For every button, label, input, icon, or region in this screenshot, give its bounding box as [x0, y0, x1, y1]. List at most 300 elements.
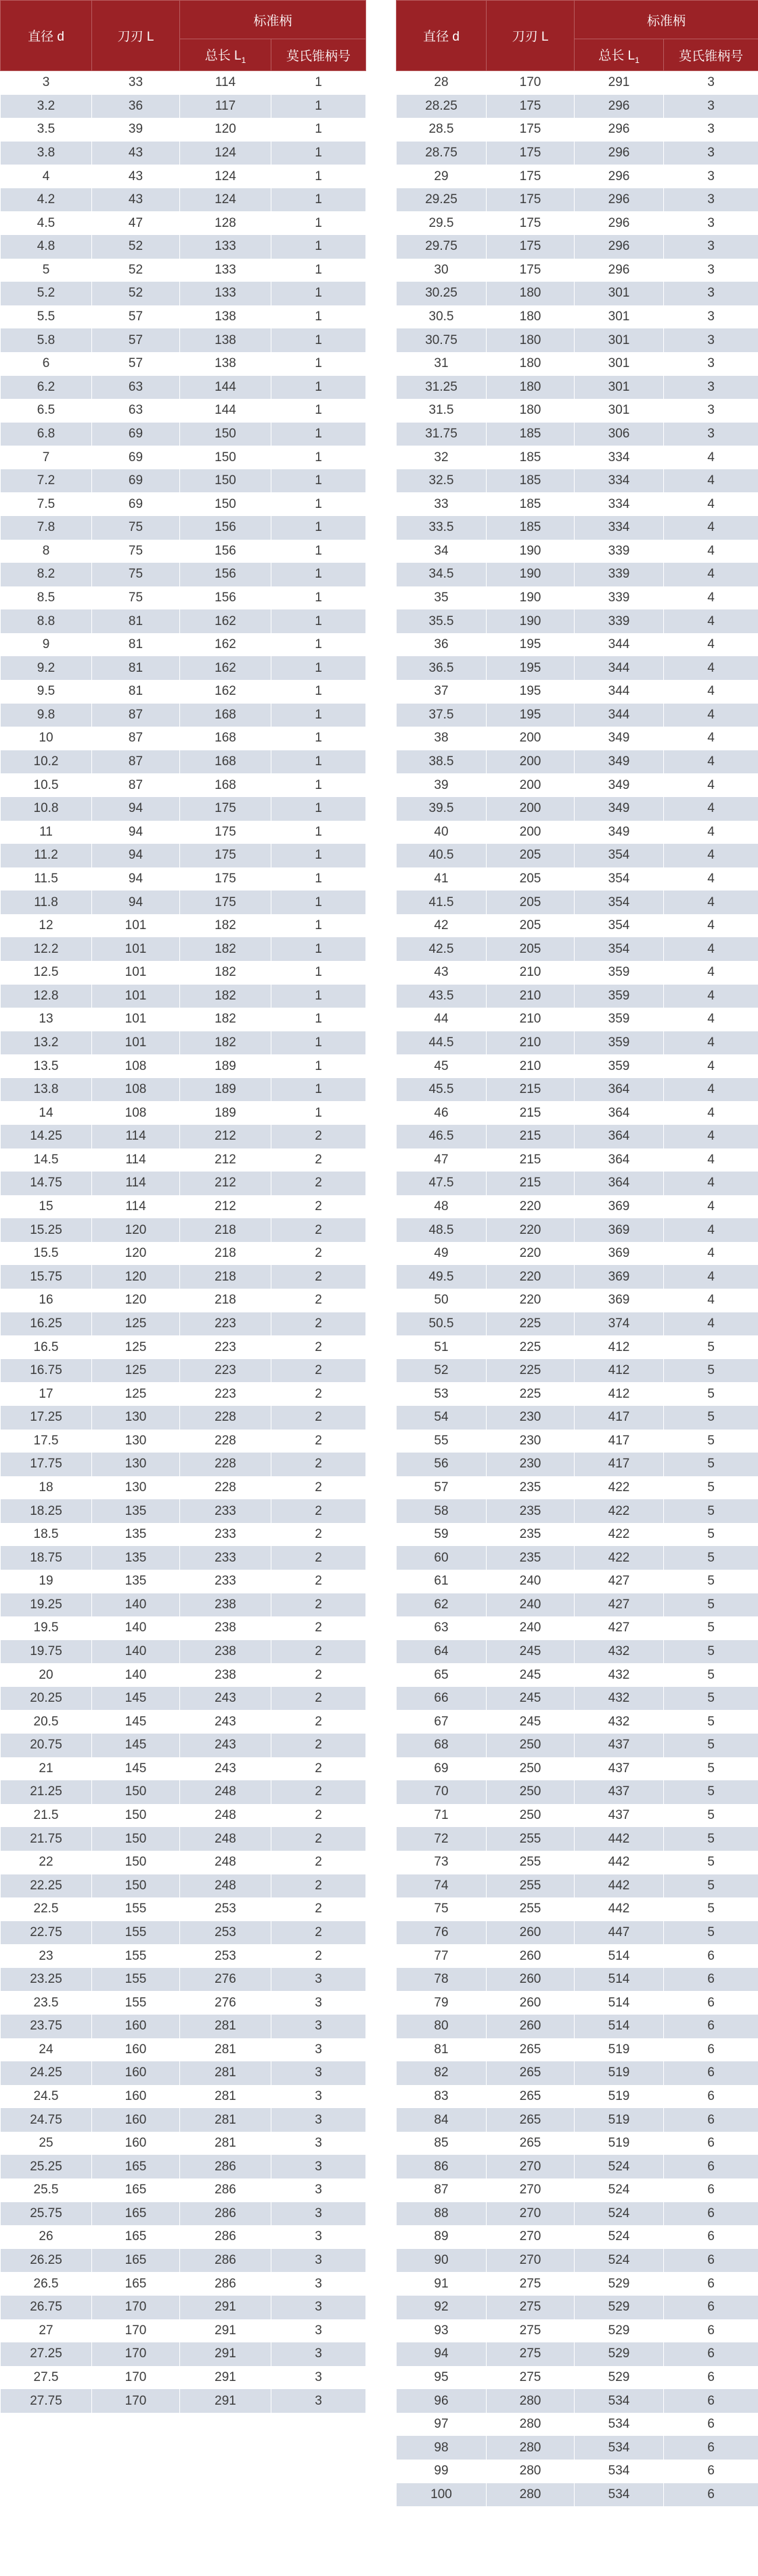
- cell-total-length: 189: [180, 1054, 271, 1078]
- cell-flute-length: 87: [92, 704, 180, 727]
- cell-morse-taper: 1: [271, 890, 366, 914]
- cell-total-length: 233: [180, 1499, 271, 1523]
- cell-diameter: 17.75: [1, 1453, 92, 1476]
- cell-diameter: 31.5: [397, 399, 487, 423]
- cell-flute-length: 235: [487, 1546, 575, 1570]
- cell-total-length: 238: [180, 1593, 271, 1617]
- cell-flute-length: 140: [92, 1640, 180, 1664]
- cell-morse-taper: 4: [664, 727, 758, 750]
- cell-morse-taper: 3: [664, 188, 758, 212]
- table-row: [1, 1031, 366, 1055]
- cell-morse-taper: 2: [271, 1523, 366, 1547]
- cell-flute-length: 170: [92, 2389, 180, 2413]
- cell-total-length: 354: [575, 937, 664, 961]
- cell-total-length: 162: [180, 680, 271, 704]
- cell-diameter: 85: [397, 2132, 487, 2155]
- cell-total-length: 524: [575, 2202, 664, 2226]
- table-row: [1, 2178, 366, 2202]
- cell-total-length: 364: [575, 1101, 664, 1125]
- cell-diameter: 31: [397, 352, 487, 376]
- cell-morse-taper: 1: [271, 469, 366, 493]
- table-row: [397, 188, 758, 212]
- cell-morse-taper: 1: [271, 914, 366, 938]
- cell-diameter: 86: [397, 2155, 487, 2178]
- total-length-subscript: 1: [635, 55, 640, 65]
- cell-total-length: 128: [180, 211, 271, 235]
- cell-flute-length: 114: [92, 1195, 180, 1219]
- cell-morse-taper: 2: [271, 1382, 366, 1406]
- cell-flute-length: 230: [487, 1430, 575, 1453]
- cell-total-length: 519: [575, 2108, 664, 2132]
- cell-total-length: 334: [575, 492, 664, 516]
- cell-flute-length: 205: [487, 937, 575, 961]
- cell-total-length: 281: [180, 2015, 271, 2038]
- cell-morse-taper: 3: [271, 2015, 366, 2038]
- cell-morse-taper: 1: [271, 71, 366, 95]
- cell-morse-taper: 6: [664, 2061, 758, 2085]
- cell-total-length: 162: [180, 609, 271, 633]
- cell-morse-taper: 1: [271, 211, 366, 235]
- cell-total-length: 432: [575, 1663, 664, 1687]
- cell-flute-length: 150: [92, 1851, 180, 1874]
- cell-flute-length: 145: [92, 1710, 180, 1734]
- cell-total-length: 369: [575, 1242, 664, 1266]
- table-row: [1, 282, 366, 305]
- cell-morse-taper: 5: [664, 1430, 758, 1453]
- cell-morse-taper: 1: [271, 750, 366, 774]
- cell-diameter: 39.5: [397, 797, 487, 821]
- cell-flute-length: 210: [487, 985, 575, 1008]
- cell-flute-length: 81: [92, 633, 180, 657]
- cell-diameter: 4.2: [1, 188, 92, 212]
- cell-flute-length: 270: [487, 2202, 575, 2226]
- cell-flute-length: 250: [487, 1734, 575, 1757]
- table-row: [397, 890, 758, 914]
- cell-diameter: 17.25: [1, 1406, 92, 1430]
- table-row: [1, 1499, 366, 1523]
- cell-morse-taper: 1: [271, 352, 366, 376]
- table-row: [1, 1078, 366, 1102]
- cell-morse-taper: 5: [664, 1499, 758, 1523]
- table-row: [1, 1054, 366, 1078]
- cell-total-length: 168: [180, 727, 271, 750]
- cell-total-length: 175: [180, 890, 271, 914]
- cell-morse-taper: 2: [271, 1335, 366, 1359]
- cell-flute-length: 130: [92, 1406, 180, 1430]
- cell-total-length: 223: [180, 1335, 271, 1359]
- cell-diameter: 53: [397, 1382, 487, 1406]
- table-row: [397, 1804, 758, 1828]
- cell-flute-length: 210: [487, 1008, 575, 1031]
- cell-total-length: 120: [180, 118, 271, 142]
- cell-diameter: 51: [397, 1335, 487, 1359]
- cell-diameter: 30.5: [397, 305, 487, 329]
- cell-total-length: 276: [180, 1991, 271, 2015]
- cell-diameter: 29: [397, 165, 487, 188]
- cell-total-length: 344: [575, 656, 664, 680]
- cell-total-length: 168: [180, 704, 271, 727]
- cell-morse-taper: 5: [664, 1640, 758, 1664]
- cell-total-length: 354: [575, 890, 664, 914]
- cell-total-length: 417: [575, 1430, 664, 1453]
- table-row: [1, 1359, 366, 1383]
- cell-flute-length: 108: [92, 1054, 180, 1078]
- cell-diameter: 70: [397, 1780, 487, 1804]
- cell-morse-taper: 3: [271, 2108, 366, 2132]
- cell-morse-taper: 3: [271, 2038, 366, 2062]
- table-row: [1, 1616, 366, 1640]
- cell-morse-taper: 5: [664, 1663, 758, 1687]
- cell-flute-length: 108: [92, 1078, 180, 1102]
- table-row: [397, 1734, 758, 1757]
- table-row: [1, 704, 366, 727]
- cell-morse-taper: 6: [664, 1991, 758, 2015]
- cell-morse-taper: 2: [271, 1289, 366, 1312]
- table-row: [1, 2249, 366, 2273]
- cell-diameter: 67: [397, 1710, 487, 1734]
- cell-total-length: 150: [180, 423, 271, 446]
- cell-diameter: 24: [1, 2038, 92, 2062]
- table-row: [397, 71, 758, 95]
- cell-total-length: 296: [575, 142, 664, 165]
- cell-morse-taper: 3: [271, 2366, 366, 2390]
- cell-total-length: 138: [180, 328, 271, 352]
- cell-diameter: 23.5: [1, 1991, 92, 2015]
- cell-morse-taper: 3: [271, 2342, 366, 2366]
- cell-morse-taper: 3: [664, 328, 758, 352]
- cell-diameter: 13.2: [1, 1031, 92, 1055]
- cell-diameter: 46: [397, 1101, 487, 1125]
- cell-diameter: 34: [397, 540, 487, 563]
- cell-diameter: 25.5: [1, 2178, 92, 2202]
- table-row: [1, 961, 366, 985]
- table-row: [1, 727, 366, 750]
- cell-diameter: 82: [397, 2061, 487, 2085]
- cell-total-length: 291: [180, 2296, 271, 2319]
- cell-flute-length: 275: [487, 2319, 575, 2343]
- cell-morse-taper: 3: [271, 2249, 366, 2273]
- cell-diameter: 28.75: [397, 142, 487, 165]
- cell-morse-taper: 2: [271, 1359, 366, 1383]
- cell-flute-length: 225: [487, 1335, 575, 1359]
- cell-morse-taper: 3: [664, 399, 758, 423]
- cell-flute-length: 47: [92, 211, 180, 235]
- cell-diameter: 9.8: [1, 704, 92, 727]
- cell-flute-length: 150: [92, 1874, 180, 1898]
- cell-diameter: 57: [397, 1476, 487, 1500]
- cell-morse-taper: 6: [664, 1944, 758, 1968]
- table-row: [397, 2038, 758, 2062]
- cell-flute-length: 225: [487, 1359, 575, 1383]
- cell-morse-taper: 6: [664, 2202, 758, 2226]
- cell-flute-length: 195: [487, 633, 575, 657]
- cell-diameter: 30.25: [397, 282, 487, 305]
- cell-total-length: 223: [180, 1312, 271, 1336]
- cell-morse-taper: 3: [664, 95, 758, 119]
- cell-morse-taper: 2: [271, 1218, 366, 1242]
- cell-total-length: 238: [180, 1616, 271, 1640]
- cell-total-length: 417: [575, 1453, 664, 1476]
- table-row: [397, 2178, 758, 2202]
- cell-diameter: 48.5: [397, 1218, 487, 1242]
- cell-diameter: 29.25: [397, 188, 487, 212]
- cell-flute-length: 200: [487, 727, 575, 750]
- table-row: [397, 1921, 758, 1945]
- cell-morse-taper: 2: [271, 1195, 366, 1219]
- table-row: [397, 423, 758, 446]
- cell-morse-taper: 5: [664, 1476, 758, 1500]
- cell-morse-taper: 4: [664, 1149, 758, 1172]
- cell-morse-taper: 4: [664, 704, 758, 727]
- cell-morse-taper: 6: [664, 2436, 758, 2460]
- table-row: [397, 1593, 758, 1617]
- cell-morse-taper: 5: [664, 1546, 758, 1570]
- cell-diameter: 87: [397, 2178, 487, 2202]
- cell-total-length: 296: [575, 95, 664, 119]
- cell-diameter: 16: [1, 1289, 92, 1312]
- cell-diameter: 96: [397, 2389, 487, 2413]
- cell-diameter: 5.5: [1, 305, 92, 329]
- table-row: [1, 2342, 366, 2366]
- cell-total-length: 189: [180, 1101, 271, 1125]
- table-row: [397, 1289, 758, 1312]
- cell-total-length: 233: [180, 1546, 271, 1570]
- table-row: [397, 797, 758, 821]
- cell-diameter: 4.5: [1, 211, 92, 235]
- cell-diameter: 24.75: [1, 2108, 92, 2132]
- cell-diameter: 92: [397, 2296, 487, 2319]
- cell-flute-length: 145: [92, 1757, 180, 1781]
- cell-total-length: 437: [575, 1757, 664, 1781]
- cell-total-length: 529: [575, 2272, 664, 2296]
- cell-morse-taper: 1: [271, 423, 366, 446]
- cell-diameter: 36.5: [397, 656, 487, 680]
- cell-total-length: 150: [180, 446, 271, 469]
- table-row: [397, 985, 758, 1008]
- cell-diameter: 20.5: [1, 1710, 92, 1734]
- table-row: [1, 1570, 366, 1593]
- table-row: [397, 1008, 758, 1031]
- cell-morse-taper: 2: [271, 1827, 366, 1851]
- cell-diameter: 56: [397, 1453, 487, 1476]
- cell-diameter: 20.75: [1, 1734, 92, 1757]
- cell-morse-taper: 4: [664, 1312, 758, 1336]
- cell-morse-taper: 5: [664, 1734, 758, 1757]
- cell-flute-length: 43: [92, 142, 180, 165]
- cell-total-length: 334: [575, 516, 664, 540]
- cell-morse-taper: 1: [271, 937, 366, 961]
- cell-total-length: 339: [575, 609, 664, 633]
- table-row: [397, 1780, 758, 1804]
- cell-total-length: 427: [575, 1593, 664, 1617]
- table-row: [397, 2413, 758, 2437]
- table-row: [397, 469, 758, 493]
- cell-flute-length: 200: [487, 750, 575, 774]
- cell-total-length: 437: [575, 1780, 664, 1804]
- cell-morse-taper: 1: [271, 727, 366, 750]
- table-row: [1, 1827, 366, 1851]
- cell-diameter: 15.75: [1, 1265, 92, 1289]
- cell-flute-length: 175: [487, 95, 575, 119]
- cell-flute-length: 180: [487, 328, 575, 352]
- cell-morse-taper: 5: [664, 1570, 758, 1593]
- cell-diameter: 26.25: [1, 2249, 92, 2273]
- cell-diameter: 44: [397, 1008, 487, 1031]
- table-row: [1, 328, 366, 352]
- table-row: [1, 633, 366, 657]
- cell-diameter: 23.25: [1, 1968, 92, 1992]
- cell-total-length: 233: [180, 1523, 271, 1547]
- table-row: [1, 797, 366, 821]
- cell-diameter: 27.25: [1, 2342, 92, 2366]
- cell-flute-length: 125: [92, 1312, 180, 1336]
- cell-diameter: 35: [397, 586, 487, 610]
- cell-morse-taper: 6: [664, 2366, 758, 2390]
- table-row: [1, 399, 366, 423]
- cell-total-length: 369: [575, 1265, 664, 1289]
- cell-diameter: 23: [1, 1944, 92, 1968]
- table-row: [1, 1312, 366, 1336]
- cell-diameter: 22.25: [1, 1874, 92, 1898]
- col-header-total-length: [575, 39, 664, 71]
- cell-morse-taper: 6: [664, 2272, 758, 2296]
- table-row: [397, 2085, 758, 2109]
- total-length-label: 总长 L: [204, 48, 242, 63]
- cell-morse-taper: 2: [271, 1921, 366, 1945]
- table-row: [1, 188, 366, 212]
- cell-total-length: 369: [575, 1218, 664, 1242]
- cell-morse-taper: 5: [664, 1523, 758, 1547]
- cell-flute-length: 69: [92, 492, 180, 516]
- cell-diameter: 33.5: [397, 516, 487, 540]
- cell-total-length: 286: [180, 2155, 271, 2178]
- cell-flute-length: 108: [92, 1101, 180, 1125]
- cell-flute-length: 130: [92, 1476, 180, 1500]
- cell-total-length: 248: [180, 1827, 271, 1851]
- cell-diameter: 10.2: [1, 750, 92, 774]
- cell-flute-length: 245: [487, 1663, 575, 1687]
- cell-diameter: 24.25: [1, 2061, 92, 2085]
- cell-total-length: 133: [180, 259, 271, 282]
- cell-morse-taper: 6: [664, 2132, 758, 2155]
- cell-morse-taper: 3: [271, 2085, 366, 2109]
- cell-total-length: 228: [180, 1453, 271, 1476]
- table-row: [397, 1335, 758, 1359]
- table-row: [1, 680, 366, 704]
- table-row: [397, 516, 758, 540]
- col-header-total-length: [180, 39, 271, 71]
- cell-total-length: 286: [180, 2202, 271, 2226]
- cell-morse-taper: 1: [271, 586, 366, 610]
- cell-flute-length: 225: [487, 1382, 575, 1406]
- cell-morse-taper: 3: [271, 2178, 366, 2202]
- cell-flute-length: 170: [92, 2296, 180, 2319]
- cell-total-length: 291: [180, 2366, 271, 2390]
- table-row: [397, 118, 758, 142]
- cell-diameter: 8.2: [1, 563, 92, 586]
- cell-flute-length: 265: [487, 2108, 575, 2132]
- table-row: [1, 1172, 366, 1195]
- table-row: [397, 2202, 758, 2226]
- table-row: [1, 1804, 366, 1828]
- cell-diameter: 59: [397, 1523, 487, 1547]
- table-row: [397, 773, 758, 797]
- cell-morse-taper: 6: [664, 2108, 758, 2132]
- cell-flute-length: 165: [92, 2178, 180, 2202]
- cell-total-length: 133: [180, 282, 271, 305]
- cell-total-length: 524: [575, 2155, 664, 2178]
- cell-diameter: 25: [1, 2132, 92, 2155]
- table-row: [397, 1851, 758, 1874]
- cell-flute-length: 215: [487, 1101, 575, 1125]
- table-row: [397, 2108, 758, 2132]
- cell-total-length: 529: [575, 2296, 664, 2319]
- cell-morse-taper: 3: [271, 2155, 366, 2178]
- table-body-left: [1, 71, 366, 2413]
- cell-morse-taper: 6: [664, 2249, 758, 2273]
- cell-flute-length: 255: [487, 1874, 575, 1898]
- cell-total-length: 117: [180, 95, 271, 119]
- cell-flute-length: 101: [92, 914, 180, 938]
- cell-flute-length: 165: [92, 2155, 180, 2178]
- cell-diameter: 88: [397, 2202, 487, 2226]
- cell-morse-taper: 1: [271, 376, 366, 400]
- table-row: [1, 1991, 366, 2015]
- cell-total-length: 218: [180, 1218, 271, 1242]
- cell-flute-length: 170: [92, 2366, 180, 2390]
- cell-morse-taper: 4: [664, 844, 758, 867]
- table-row: [397, 2272, 758, 2296]
- cell-flute-length: 275: [487, 2342, 575, 2366]
- cell-flute-length: 165: [92, 2225, 180, 2249]
- cell-total-length: 189: [180, 1078, 271, 1102]
- cell-flute-length: 280: [487, 2389, 575, 2413]
- table-row: [397, 352, 758, 376]
- cell-flute-length: 255: [487, 1827, 575, 1851]
- cell-diameter: 14: [1, 1101, 92, 1125]
- cell-total-length: 212: [180, 1172, 271, 1195]
- cell-total-length: 182: [180, 937, 271, 961]
- table-body-right: [397, 71, 758, 2507]
- table-row: [1, 1476, 366, 1500]
- cell-total-length: 243: [180, 1757, 271, 1781]
- cell-flute-length: 155: [92, 1944, 180, 1968]
- table-row: [1, 2202, 366, 2226]
- cell-total-length: 334: [575, 446, 664, 469]
- cell-morse-taper: 1: [271, 282, 366, 305]
- cell-morse-taper: 2: [271, 1125, 366, 1149]
- table-row: [397, 2342, 758, 2366]
- cell-flute-length: 270: [487, 2178, 575, 2202]
- cell-morse-taper: 6: [664, 2038, 758, 2062]
- cell-diameter: 13.8: [1, 1078, 92, 1102]
- table-row: [397, 1476, 758, 1500]
- cell-diameter: 97: [397, 2413, 487, 2437]
- cell-flute-length: 190: [487, 563, 575, 586]
- cell-diameter: 71: [397, 1804, 487, 1828]
- table-row: [1, 1008, 366, 1031]
- table-row: [1, 609, 366, 633]
- cell-flute-length: 225: [487, 1312, 575, 1336]
- cell-diameter: 35.5: [397, 609, 487, 633]
- col-header-diameter: 直径 d: [397, 1, 487, 71]
- table-row: [1, 821, 366, 844]
- table-row: [1, 1335, 366, 1359]
- cell-morse-taper: 3: [271, 2272, 366, 2296]
- cell-diameter: 19.5: [1, 1616, 92, 1640]
- cell-total-length: 412: [575, 1359, 664, 1383]
- col-header-diameter: 直径 d: [1, 1, 92, 71]
